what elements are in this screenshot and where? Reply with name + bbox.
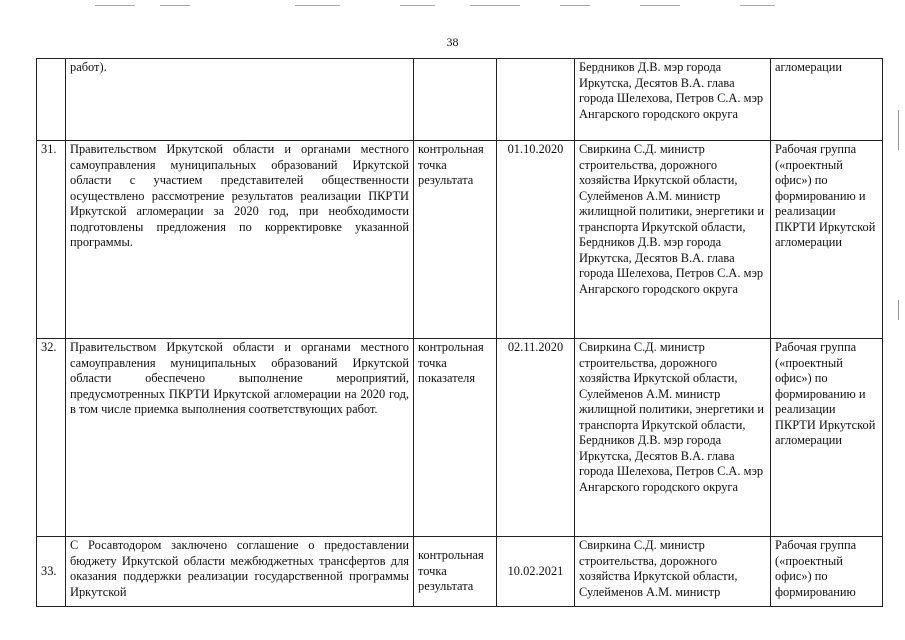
row-description: Правительством Иркутской области и органами местного самоуправления муниципальных образований Иркутской области с участием представителей общественности осуществлено рассмотрение результатов реализации ПКРТИ Иркутской агломерации за 2020 год, при необходимости подготовлены предложения по корректировке указанной программы.	[66, 141, 414, 339]
row-description: работ).	[66, 59, 414, 141]
row-responsible: Свиркина С.Д. министр строительства, дорожного хозяйства Иркутской области, Сулейменов А.М. министр жилищной политики, энергетики и транспорта Иркутской области, Бердников Д.В. мэр города Иркутска, Десятов В.А. глава города Шелехова, Петров С.А. мэр Ангарского городского округа	[575, 339, 771, 537]
scan-edge-mark	[898, 110, 899, 150]
row-responsible: Бердников Д.В. мэр города Иркутска, Десятов В.А. глава города Шелехова, Петров С.А. мэр Ангарского городского округа	[575, 59, 771, 141]
row-responsible: Свиркина С.Д. министр строительства, дорожного хозяйства Иркутской области, Сулейменов А.М. министр	[575, 537, 771, 607]
row-group: агломерации	[771, 59, 883, 141]
row-date	[497, 59, 575, 141]
row-description: Правительством Иркутской области и органами местного самоуправления муниципальных образований Иркутской области обеспечено выполнение мероприятий, предусмотренных ПКРТИ Иркутской агломерации на 2020 год, в том числе приемка выполнения соответствующих работ.	[66, 339, 414, 537]
row-number	[37, 59, 66, 141]
row-number: 33.	[37, 537, 66, 607]
scan-edge-mark	[898, 300, 899, 320]
page-number: 38	[446, 35, 459, 49]
table-row	[37, 339, 883, 537]
row-group: Рабочая группа («проектный офис») по формированию и реализации ПКРТИ Иркутской агломерации	[771, 141, 883, 339]
row-number: 31.	[37, 141, 66, 339]
row-number: 32.	[37, 339, 66, 537]
row-description: С Росавтодором заключено соглашение о предоставлении бюджету Иркутской области межбюджетных трансфертов для оказания поддержки реализации государственной программы Иркутской	[66, 537, 414, 607]
row-type	[414, 59, 497, 141]
row-date: 10.02.2021	[497, 537, 575, 607]
row-date: 02.11.2020	[497, 339, 575, 537]
row-responsible: Свиркина С.Д. министр строительства, дорожного хозяйства Иркутской области, Сулейменов А.М. министр жилищной политики, энергетики и транспорта Иркутской области, Бердников Д.В. мэр города Иркутска, Десятов В.А. глава города Шелехова, Петров С.А. мэр Ангарского городского округа	[575, 141, 771, 339]
row-type: контрольная точка результата	[414, 537, 497, 607]
scan-marks	[0, 0, 905, 12]
row-group: Рабочая группа («проектный офис») по формированию	[771, 537, 883, 607]
row-group: Рабочая группа («проектный офис») по формированию и реализации ПКРТИ Иркутской агломерации	[771, 339, 883, 537]
row-date: 01.10.2020	[497, 141, 575, 339]
table-row	[37, 141, 883, 339]
row-type: контрольная точка показателя	[414, 339, 497, 537]
table-row	[37, 537, 883, 607]
schedule-table	[36, 58, 883, 607]
row-type: контрольная точка результата	[414, 141, 497, 339]
table-row	[37, 59, 883, 141]
